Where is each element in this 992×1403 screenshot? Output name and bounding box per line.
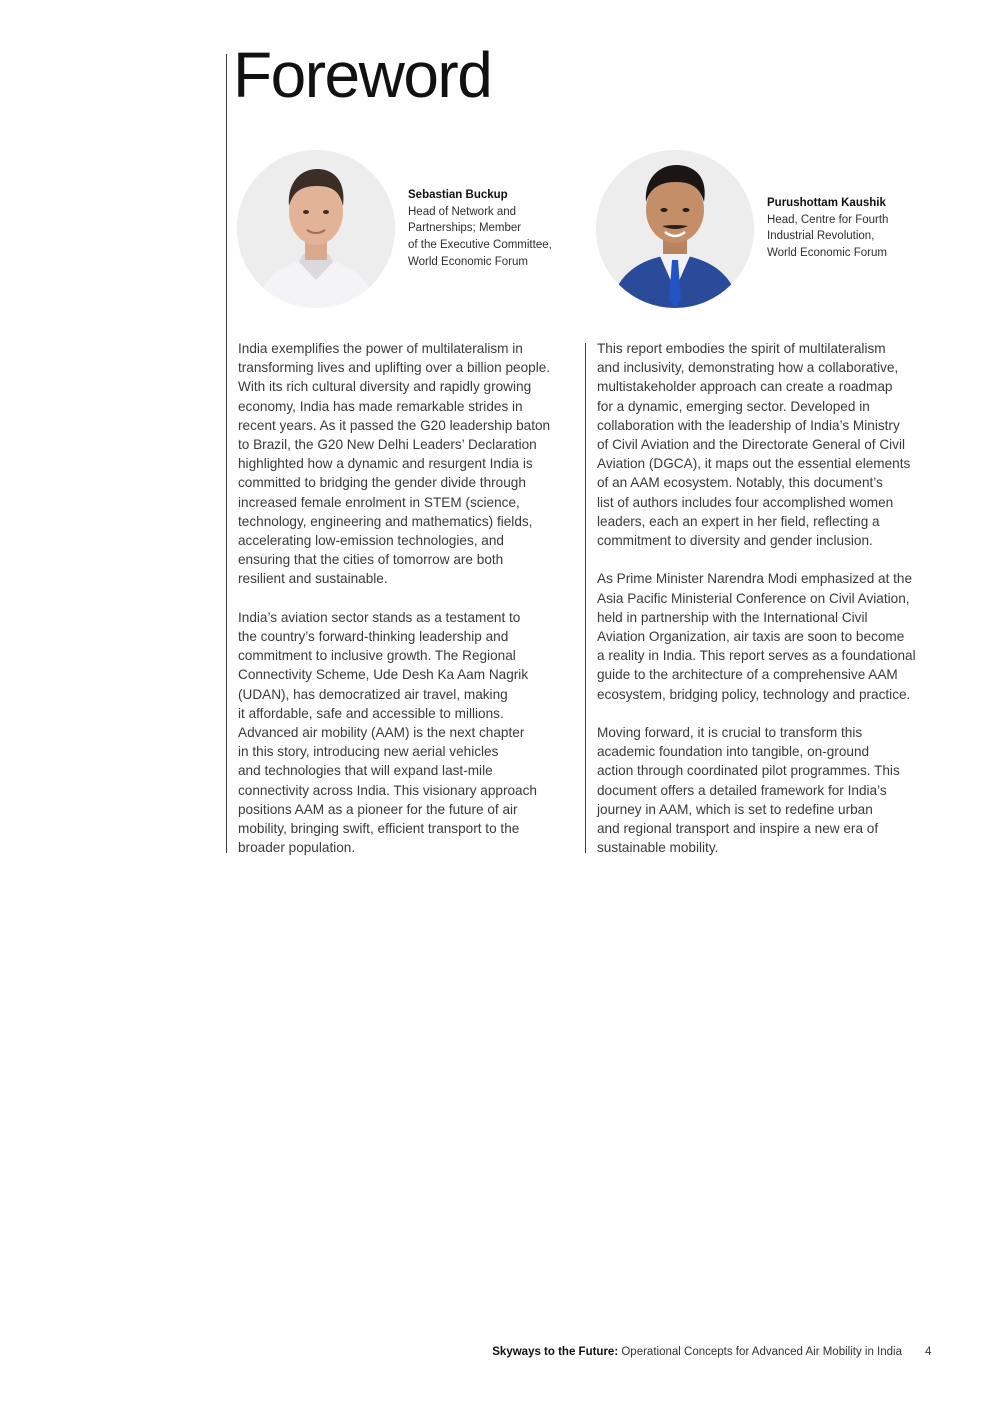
- author-block-2: [767, 195, 942, 262]
- man-portrait-light-shirt-icon: [237, 150, 395, 308]
- body-column-left: [238, 339, 580, 877]
- author-portrait-2: [596, 150, 754, 308]
- column-divider-rule: [585, 343, 586, 853]
- body-paragraph: India’s aviation sector stands as a testament to the country’s forward-thinking leadership and commitment to inclusive growth. The Regional Connectivity Scheme, Ude Desh Ka Aam Nagrik (UDAN), has democratized air travel, making it affordable, safe and accessible to millions. Advanced air mobility (AAM) is the next chapter in this story, introducing new aerial vehicles and technologies that will expand last-mile connectivity across India. This visionary approach positions AAM as a pioneer for the future of air mobility, bringing swift, efficient transport to the broader population.: [238, 609, 537, 856]
- body-column-right: [597, 339, 939, 877]
- page-footer: [492, 1346, 902, 1358]
- author-role-2: Head, Centre for Fourth Industrial Revolution, World Economic Forum: [767, 213, 889, 260]
- footer-report-title: Skyways to the Future:: [492, 1346, 619, 1358]
- author-name-2: Purushottam Kaushik: [767, 197, 886, 209]
- left-vertical-rule: [226, 54, 227, 853]
- body-paragraph: India exemplifies the power of multilateralism in transforming lives and uplifting over a billion people. With its rich cultural diversity and rapidly growing economy, India has made remarkable strides in recent years. As it passed the G20 leadership baton to Brazil, the G20 New Delhi Leaders’ Declaration highlighted how a dynamic and resurgent India is committed to bridging the gender divide through increased female enrolment in STEM (science, technology, engineering and mathematics) fields, accelerating low-emission technologies, and ensuring that the cities of tomorrow are both resilient and sustainable.: [238, 341, 551, 587]
- author-block-1: [408, 187, 583, 271]
- page-title: Foreword: [233, 39, 492, 111]
- author-role-1: Head of Network and Partnerships; Member of the Executive Committee, World Economic Forum: [408, 205, 552, 268]
- author-portrait-1: [237, 150, 395, 308]
- page-number: 4: [925, 1346, 932, 1358]
- man-portrait-blue-suit-icon: [596, 150, 754, 308]
- body-paragraph: As Prime Minister Narendra Modi emphasized at the Asia Pacific Ministerial Conference on Civil Aviation, held in partnership with the International Civil Aviation Organization, air taxis are soon to become a reality in India. This report serves as a foundational guide to the architecture of a comprehensive AAM ecosystem, bridging policy, technology and practice.: [597, 571, 916, 702]
- author-name-1: Sebastian Buckup: [408, 189, 508, 201]
- body-paragraph: This report embodies the spirit of multilateralism and inclusivity, demonstrating how a collaborative, multistakeholder approach can create a roadmap for a dynamic, emerging sector. Developed in collaboration with the leadership of India’s Ministry of Civil Aviation and the Directorate General of Civil Aviation (DGCA), it maps out the essential elements of an AAM ecosystem. Notably, this document’s list of authors includes four accomplished women leaders, each an expert in her field, reflecting a commitment to diversity and gender inclusion.: [597, 341, 911, 549]
- footer-report-subtitle: Operational Concepts for Advanced Air Mobility in India: [621, 1346, 902, 1358]
- body-paragraph: Moving forward, it is crucial to transform this academic foundation into tangible, on-ground action through coordinated pilot programmes. This document offers a detailed framework for India’s journey in AAM, which is set to redefine urban and regional transport and inspire a new era of sustainable mobility.: [597, 725, 900, 856]
